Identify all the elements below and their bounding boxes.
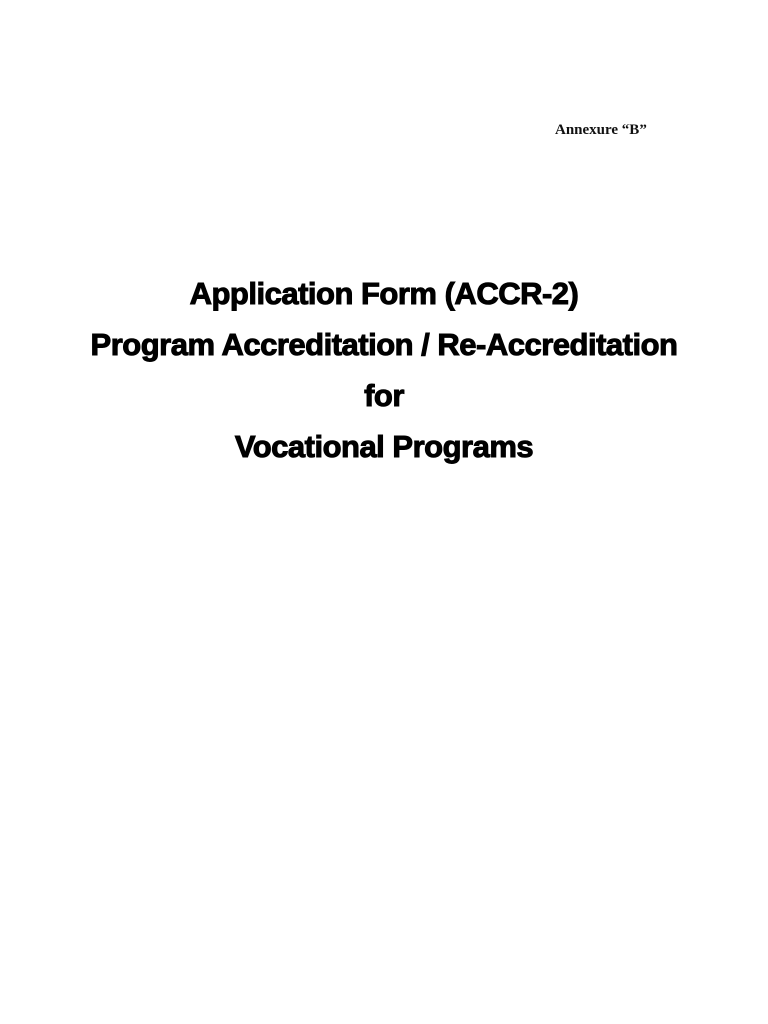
title-line-form-name: Application Form (ACCR-2) [189,276,579,311]
document-title [0,268,768,472]
title-line-vocational-programs: Vocational Programs [234,429,534,464]
annexure-label: Annexure “B” [555,122,647,138]
title-line-for: for [364,378,404,413]
title-line-program-accreditation: Program Accreditation / Re-Accreditation [90,327,678,362]
